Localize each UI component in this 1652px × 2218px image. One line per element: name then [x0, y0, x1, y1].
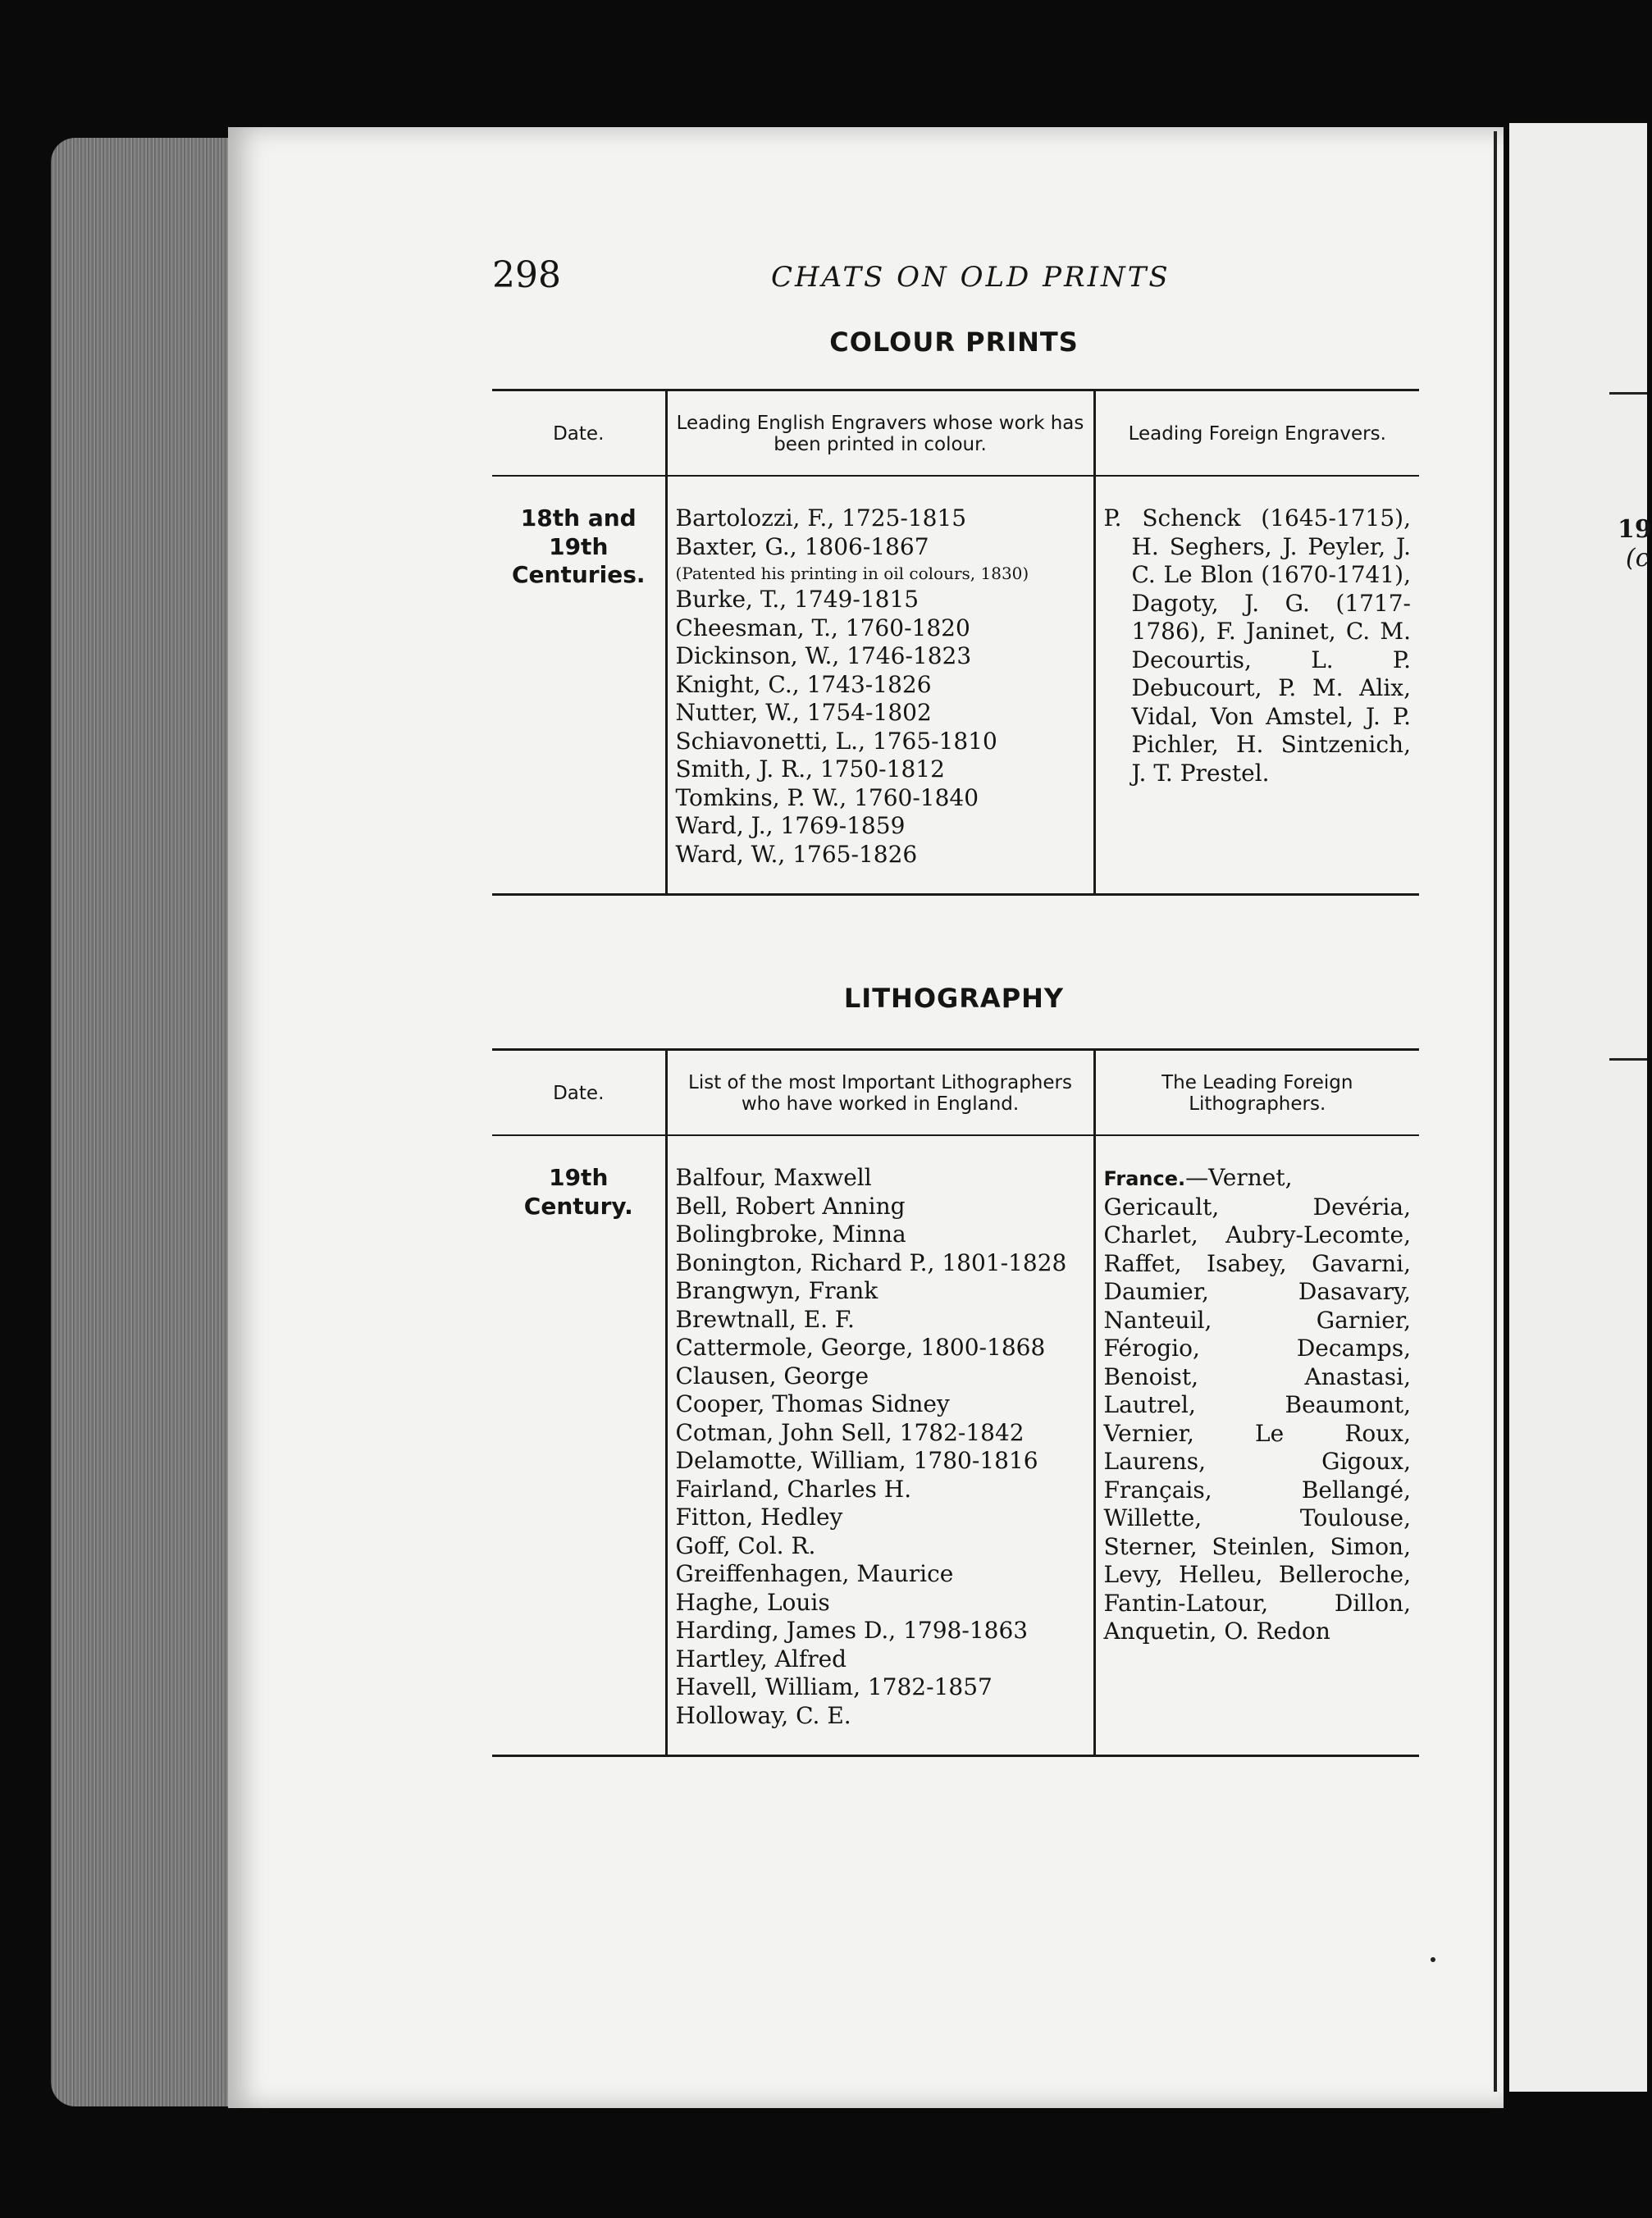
list-item: Hartley, Alfred: [675, 1645, 847, 1673]
foreign-engravers-cell: [1094, 476, 1419, 895]
list-item-note: (Patented his printing in oil colours, 1830): [675, 564, 1029, 583]
page-speck: [1431, 1957, 1435, 1962]
list-item: Tomkins, P. W., 1760-1840: [675, 783, 979, 811]
english-lithographers-header: List of the most Important Lithographers who have worked in England.: [666, 1050, 1094, 1136]
lithography-title: LITHOGRAPHY: [843, 983, 1065, 1014]
table-row: [492, 1135, 1419, 1756]
facing-page-rule: [1609, 1058, 1647, 1061]
country-label: France.: [1103, 1167, 1186, 1190]
list-item: Haghe, Louis: [675, 1588, 830, 1616]
list-item: Fitton, Hedley: [675, 1504, 843, 1531]
list-item: Smith, J. R., 1750-1812: [675, 755, 945, 783]
english-engravers-list: [666, 476, 1094, 895]
list-item: Fairland, Charles H.: [675, 1475, 912, 1503]
facing-page-rule: [1609, 392, 1647, 395]
lithography-table: [492, 1048, 1419, 1757]
date-cell: 18th and 19th Centuries.: [512, 504, 646, 588]
list-item: Cheesman, T., 1760-1820: [675, 614, 970, 641]
facing-page: [1509, 123, 1647, 2092]
list-item: Bartolozzi, F., 1725-1815: [675, 504, 967, 532]
list-item: Harding, James D., 1798-1863: [675, 1617, 1029, 1644]
foreign-lithographers-cell: [1094, 1135, 1419, 1756]
foreign-engravers-text: P. Schenck (1645-1715), H. Seghers, J. Peyler, J. C. Le Blon (1670-1741), Dagoty, J. G. (1717-1786), F. Janinet, C. M. Decourtis, L. P. Debucourt, P. M. Alix, Vidal, Von Amstel, J. P. Pichler, H. Sintzenich, J. T. Prestel.: [1103, 504, 1411, 787]
list-item: Goff, Col. R.: [675, 1531, 816, 1559]
list-item: Knight, C., 1743-1826: [675, 670, 932, 698]
list-item: Burke, T., 1749-1815: [675, 586, 920, 613]
list-item: Nutter, W., 1754-1802: [675, 699, 932, 726]
list-item: Clausen, George: [675, 1362, 869, 1390]
list-item: Dickinson, W., 1746-1823: [675, 642, 972, 669]
colour-prints-title: COLOUR PRINTS: [829, 326, 1079, 358]
foreign-engravers-header: Leading Foreign Engravers.: [1094, 390, 1419, 477]
list-item: Delamotte, William, 1780-1816: [675, 1447, 1038, 1474]
list-item: Schiavonetti, L., 1765-1810: [675, 727, 997, 755]
page-number: 298: [492, 254, 561, 296]
list-item: Brewtnall, E. F.: [675, 1305, 855, 1333]
table-row: [492, 476, 1419, 895]
list-item: Bell, Robert Anning: [675, 1192, 906, 1220]
list-item: Ward, W., 1765-1826: [675, 840, 918, 868]
list-item: Holloway, C. E.: [675, 1701, 851, 1729]
list-item: Ward, J., 1769-1859: [675, 812, 906, 839]
running-head: CHATS ON OLD PRINTS: [771, 261, 1171, 294]
foreign-lithographers-header: The Leading Foreign Lithographers.: [1094, 1050, 1419, 1136]
table-header-row: [492, 390, 1419, 477]
english-engravers-header: Leading English Engravers whose work has been printed in colour.: [666, 390, 1094, 477]
list-item: Bonington, Richard P., 1801-1828: [675, 1248, 1067, 1276]
english-lithographers-list: [666, 1135, 1094, 1756]
page-gutter-rule: [1494, 131, 1497, 2092]
list-item: Greiffenhagen, Maurice: [675, 1560, 954, 1587]
list-item: Havell, William, 1782-1857: [675, 1673, 993, 1700]
colour-prints-table: [492, 389, 1419, 896]
date-column-header: Date.: [492, 390, 666, 477]
foreign-lithographers-text: —Vernet, Gericault, Devéria, Charlet, Aubry-Lecomte, Raffet, Isabey, Gavarni, Daumier, Dasavary, Nanteuil, Garnier, Férogio, Decamps, Benoist, Anastasi, Lautrel, Beaumont, Vernier, Le Roux, Laurens, Gigoux, Français, Bellangé, Willette, Toulouse, Sterner, Steinlen, Simon, Levy, Helleu, Belleroche, Fantin-Latour, Dillon, Anquetin, O. Redon: [1103, 1164, 1411, 1645]
list-item: Brangwyn, Frank: [675, 1277, 878, 1304]
date-cell: 19th Century.: [523, 1164, 633, 1220]
facing-page-fragment: (c: [1626, 544, 1650, 573]
list-item: Balfour, Maxwell: [675, 1164, 872, 1191]
list-item: Bolingbroke, Minna: [675, 1221, 906, 1248]
date-column-header: Date.: [492, 1050, 666, 1136]
list-item: Cattermole, George, 1800-1868: [675, 1334, 1046, 1361]
table-header-row: [492, 1050, 1419, 1136]
facing-page-fragment: 19: [1618, 515, 1652, 544]
list-item: Baxter, G., 1806-1867: [675, 532, 929, 560]
list-item: Cooper, Thomas Sidney: [675, 1390, 950, 1417]
list-item: Cotman, John Sell, 1782-1842: [675, 1418, 1025, 1446]
